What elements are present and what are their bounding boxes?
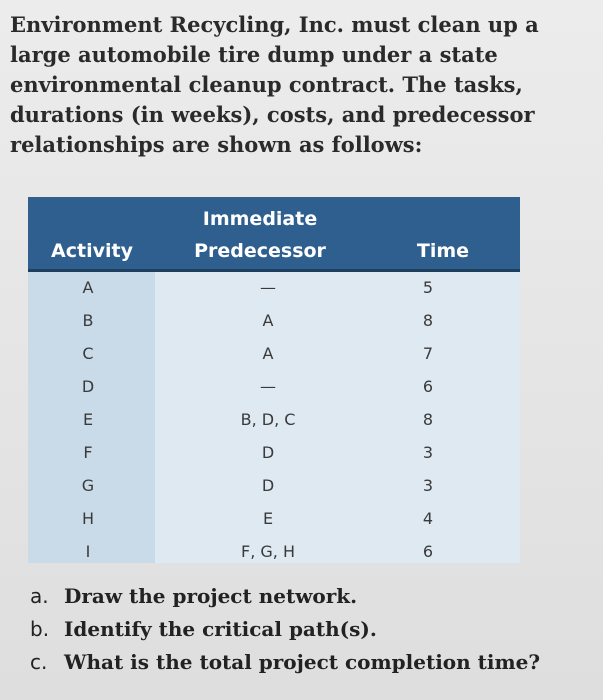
cell-time: 3 <box>422 476 434 495</box>
cell-predecessor: — <box>260 377 276 396</box>
table-row <box>28 371 520 404</box>
cell-predecessor: F, G, H <box>241 542 295 561</box>
cell-activity: G <box>81 476 95 495</box>
question-text: What is the total project completion time? <box>64 650 541 674</box>
table-row <box>28 338 520 371</box>
cell-activity: A <box>82 278 94 297</box>
question-c <box>30 646 590 679</box>
question-text: Draw the project network. <box>64 584 358 608</box>
cell-time: 4 <box>422 509 434 528</box>
question-list <box>30 580 590 679</box>
header-activity: Activity <box>51 240 133 262</box>
table-row <box>28 305 520 338</box>
table-row <box>28 536 520 569</box>
table-row <box>28 272 520 305</box>
table-row <box>28 470 520 503</box>
table-row <box>28 437 520 470</box>
cell-time: 8 <box>422 311 434 330</box>
activity-table <box>28 197 520 563</box>
cell-predecessor: — <box>260 278 276 297</box>
header-predecessor-line1: Immediate <box>202 208 318 230</box>
table-row <box>28 503 520 536</box>
header-predecessor <box>160 205 360 265</box>
cell-predecessor: A <box>262 311 274 330</box>
cell-time: 6 <box>422 542 434 561</box>
cell-time: 6 <box>422 377 434 396</box>
cell-activity: B <box>82 311 94 330</box>
table-row <box>28 404 520 437</box>
cell-activity: F <box>83 443 93 462</box>
question-label: b. <box>30 617 50 641</box>
cell-predecessor: D <box>261 443 275 462</box>
cell-time: 7 <box>422 344 434 363</box>
header-time: Time <box>416 240 470 262</box>
question-label: c. <box>30 650 48 674</box>
cell-time: 5 <box>422 278 434 297</box>
cell-predecessor: E <box>262 509 274 528</box>
table-body <box>28 272 520 563</box>
question-a <box>30 580 590 613</box>
header-predecessor-line2: Predecessor <box>194 240 326 262</box>
cell-time: 8 <box>422 410 434 429</box>
cell-predecessor: D <box>261 476 275 495</box>
cell-activity: D <box>81 377 95 396</box>
question-label: a. <box>30 584 49 608</box>
question-text: Identify the critical path(s). <box>64 617 377 641</box>
cell-time: 3 <box>422 443 434 462</box>
cell-predecessor: B, D, C <box>240 410 296 429</box>
cell-activity: E <box>82 410 94 429</box>
question-b <box>30 613 590 646</box>
table-header <box>28 197 520 272</box>
cell-predecessor: A <box>262 344 274 363</box>
cell-activity: I <box>85 542 91 561</box>
cell-activity: H <box>81 509 95 528</box>
problem-statement: Environment Recycling, Inc. must clean up a large automobile tire dump under a state environmental cleanup contract. The tasks, durations (in weeks), costs, and predecessor relationships are shown as follows: <box>10 12 539 157</box>
cell-activity: C <box>82 344 94 363</box>
